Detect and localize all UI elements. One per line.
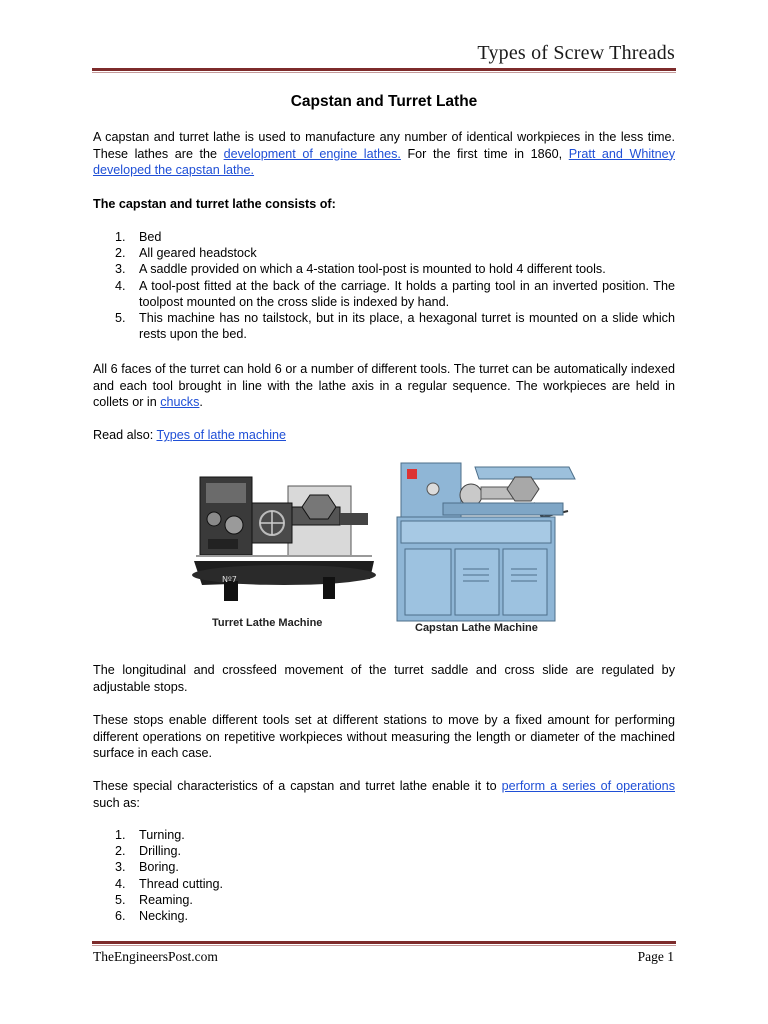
list-text: Boring. xyxy=(139,860,179,875)
special-text-end: such as: xyxy=(93,795,140,810)
link-development-of-engine-lathes[interactable]: development of engine lathes. xyxy=(223,146,401,161)
list-text: This machine has no tailstock, but in its place, a hexagonal turret is mounted on a slide which rests upon the bed. xyxy=(139,311,675,342)
list-number: 4. xyxy=(115,278,126,293)
turret-text-end: . xyxy=(199,395,203,409)
capstan-lathe-image xyxy=(383,459,580,624)
list-text: A tool-post fitted at the back of the carriage. It holds a parting tool in an inverted position. The toolpost mounted on the cross slide is indexed by hand. xyxy=(139,278,675,309)
intro-text-2: For the first time in 1860, xyxy=(400,146,569,161)
list-text: Bed xyxy=(139,230,162,244)
parts-list xyxy=(93,229,675,342)
consists-heading-text: The capstan and turret lathe consists of: xyxy=(93,197,336,211)
list-text: Drilling. xyxy=(139,844,181,859)
list-item xyxy=(93,843,675,859)
header-rule xyxy=(92,68,676,73)
list-item xyxy=(93,908,675,924)
header-title: Types of Screw Threads xyxy=(477,42,675,64)
link-perform-a-series-of-operations[interactable]: perform a series of operations xyxy=(501,779,675,793)
list-item xyxy=(93,229,675,245)
footer-page-number: Page 1 xyxy=(637,949,674,964)
intro-text-1: A capstan and turret lathe is used to manufacture any number of identical workpieces in the less time. These lathes are the xyxy=(93,130,675,161)
svg-text:Nº7: Nº7 xyxy=(222,575,237,584)
list-number: 1. xyxy=(115,828,126,842)
list-number: 2. xyxy=(115,246,126,261)
special-text: These special characteristics of a capstan and turret lathe enable it to xyxy=(93,779,502,793)
list-item xyxy=(93,245,675,261)
turret-text: All 6 faces of the turret can hold 6 or a number of different tools. The turret can be automatically indexed and each tool brought in line with the lathe axis in a regular sequence. The workpieces are held in collets or in xyxy=(93,362,675,409)
list-number: 3. xyxy=(115,262,126,277)
list-item xyxy=(93,310,675,342)
list-number: 3. xyxy=(115,860,126,875)
list-text: Necking. xyxy=(139,909,188,924)
turret-paragraph xyxy=(93,361,675,411)
turret-lathe-caption: Turret Lathe Machine xyxy=(212,617,323,629)
longitudinal-paragraph: The longitudinal and crossfeed movement of the turret saddle and cross slide are regulated by adjustable stops. xyxy=(93,663,675,694)
intro-paragraph xyxy=(93,129,675,179)
list-item xyxy=(93,859,675,875)
list-item xyxy=(93,876,675,892)
list-number: 5. xyxy=(115,892,126,907)
list-number: 6. xyxy=(115,909,126,924)
special-paragraph xyxy=(93,778,675,811)
list-number: 4. xyxy=(115,876,126,891)
list-text: All geared headstock xyxy=(139,246,257,261)
read-also xyxy=(93,427,675,444)
list-text: Turning. xyxy=(139,828,185,842)
list-number: 5. xyxy=(115,311,126,326)
document-title: Capstan and Turret Lathe xyxy=(290,93,478,110)
list-item xyxy=(93,892,675,908)
footer-site: TheEngineersPost.com xyxy=(93,949,218,964)
list-item xyxy=(93,827,675,843)
list-text: A saddle provided on which a 4-station tool-post is mounted to hold 4 different tools. xyxy=(139,262,606,277)
stops-paragraph: These stops enable different tools set at different stations to move by a fixed amount for performing different operations on repetitive workpieces without measuring the length or diameter of the machined surface in each case. xyxy=(93,713,675,760)
list-number: 2. xyxy=(115,844,126,859)
list-item xyxy=(93,278,675,310)
list-number: 1. xyxy=(115,230,126,244)
footer-rule xyxy=(92,941,676,946)
read-also-label: Read also: xyxy=(93,428,157,442)
link-chucks[interactable]: chucks xyxy=(160,395,200,409)
list-item xyxy=(93,261,675,277)
list-text: Thread cutting. xyxy=(139,876,224,891)
turret-lathe-image xyxy=(188,459,378,631)
operations-list xyxy=(93,827,675,924)
link-pratt-and-whitney[interactable]: Pratt and Whitney developed the capstan lathe. xyxy=(93,146,675,177)
list-text: Reaming. xyxy=(139,892,193,907)
capstan-lathe-caption: Capstan Lathe Machine xyxy=(415,622,538,634)
consists-heading xyxy=(93,196,675,213)
link-types-of-lathe-machine[interactable]: Types of lathe machine xyxy=(156,428,286,442)
